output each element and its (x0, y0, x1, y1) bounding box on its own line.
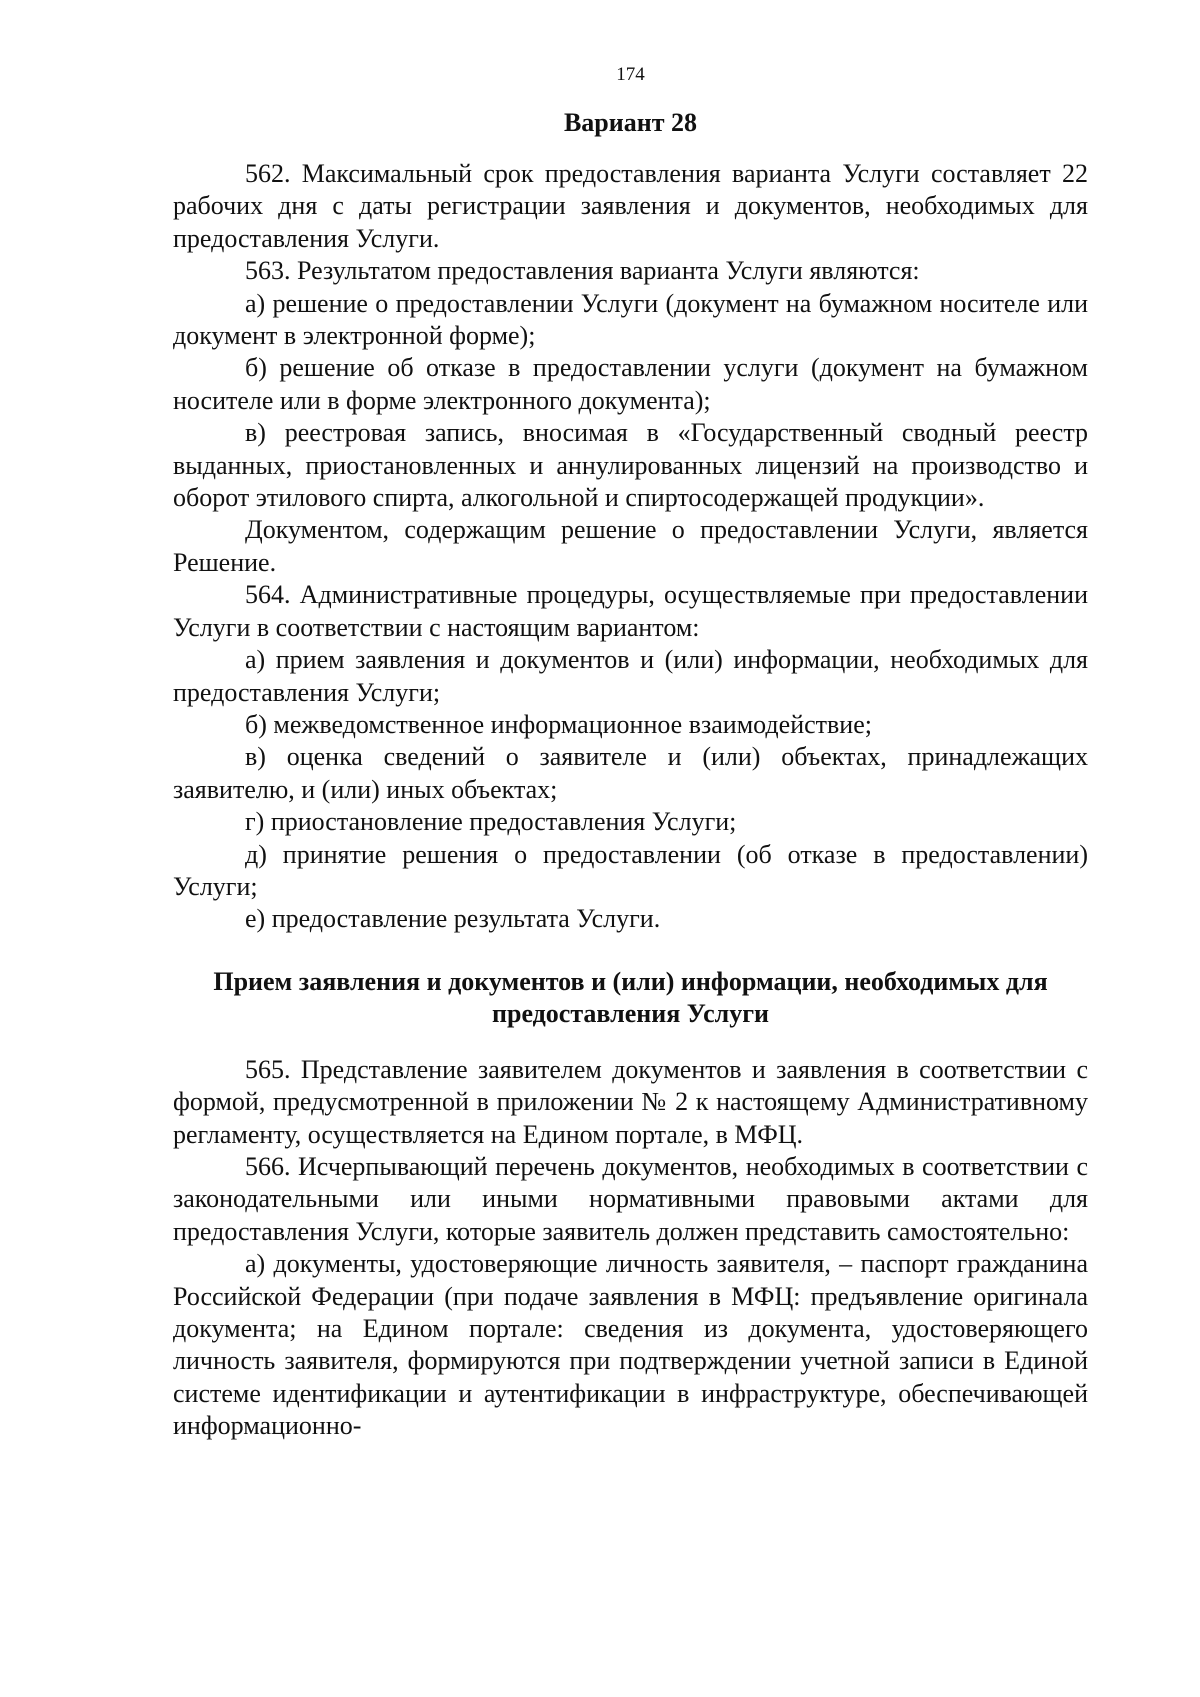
paragraph-563: 563. Результатом предоставления варианта Услуги являются: (245, 256, 920, 286)
paragraph-563-b: б) решение об отказе в предоставлении услуги (документ на бумажном носителе или в форме электронного документа); (173, 353, 1088, 415)
body-section-1 (173, 158, 1088, 936)
document-page (173, 62, 1088, 1443)
paragraph-566-a: а) документы, удостоверяющие личность заявителя, – паспорт гражданина Российской Федерации (при подаче заявления в МФЦ: предъявление оригинала документа; на Едином портале: сведения из документа, удостоверяющего личность заявителя, формируются при подтверждении учетной записи в Единой системе идентификации и аутентификации в инфраструктуре, обеспечивающей информационно- (173, 1249, 1088, 1441)
paragraph-566: 566. Исчерпывающий перечень документов, необходимых в соответствии с законодательными или иными нормативными правовыми актами для предоставления Услуги, которые заявитель должен представить самостоятельно: (173, 1151, 1088, 1246)
paragraph-564-d: д) принятие решения о предоставлении (об отказе в предоставлении) Услуги; (173, 839, 1088, 901)
body-section-2 (173, 1054, 1088, 1443)
paragraph-563-v: в) реестровая запись, вносимая в «Государственный сводный реестр выданных, приостановленных и аннулированных лицензий на производство и оборот этилового спирта, алкогольной и спиртосодержащей продукции». (173, 418, 1088, 513)
section-heading: Прием заявления и документов и (или) информации, необходимых для предоставления Услуги (213, 966, 1048, 1028)
paragraph-564-a: а) прием заявления и документов и (или) информации, необходимых для предоставления Услуги; (173, 645, 1088, 707)
page-number: 174 (616, 64, 645, 85)
paragraph-decision-document: Документом, содержащим решение о предоставлении Услуги, является Решение. (173, 515, 1088, 577)
paragraph-564-b: б) межведомственное информационное взаимодействие; (245, 709, 872, 739)
paragraph-564-e: е) предоставление результата Услуги. (245, 904, 661, 934)
paragraph-564: 564. Административные процедуры, осуществляемые при предоставлении Услуги в соответствии с настоящим вариантом: (173, 580, 1088, 642)
paragraph-565: 565. Представление заявителем документов и заявления в соответствии с формой, предусмотренной в приложении № 2 к настоящему Административному регламенту, осуществляется на Едином портале, в МФЦ. (173, 1054, 1088, 1149)
page-title: Вариант 28 (563, 108, 698, 137)
paragraph-563-a: а) решение о предоставлении Услуги (документ на бумажном носителе или документ в электронной форме); (173, 288, 1088, 351)
paragraph-562: 562. Максимальный срок предоставления варианта Услуги составляет 22 рабочих дня с даты регистрации заявления и документов, необходимых для предоставления Услуги. (173, 159, 1088, 253)
paragraph-564-v: в) оценка сведений о заявителе и (или) объектах, принадлежащих заявителю, и (или) иных объектах; (173, 742, 1088, 804)
paragraph-564-g: г) приостановление предоставления Услуги; (245, 807, 737, 837)
